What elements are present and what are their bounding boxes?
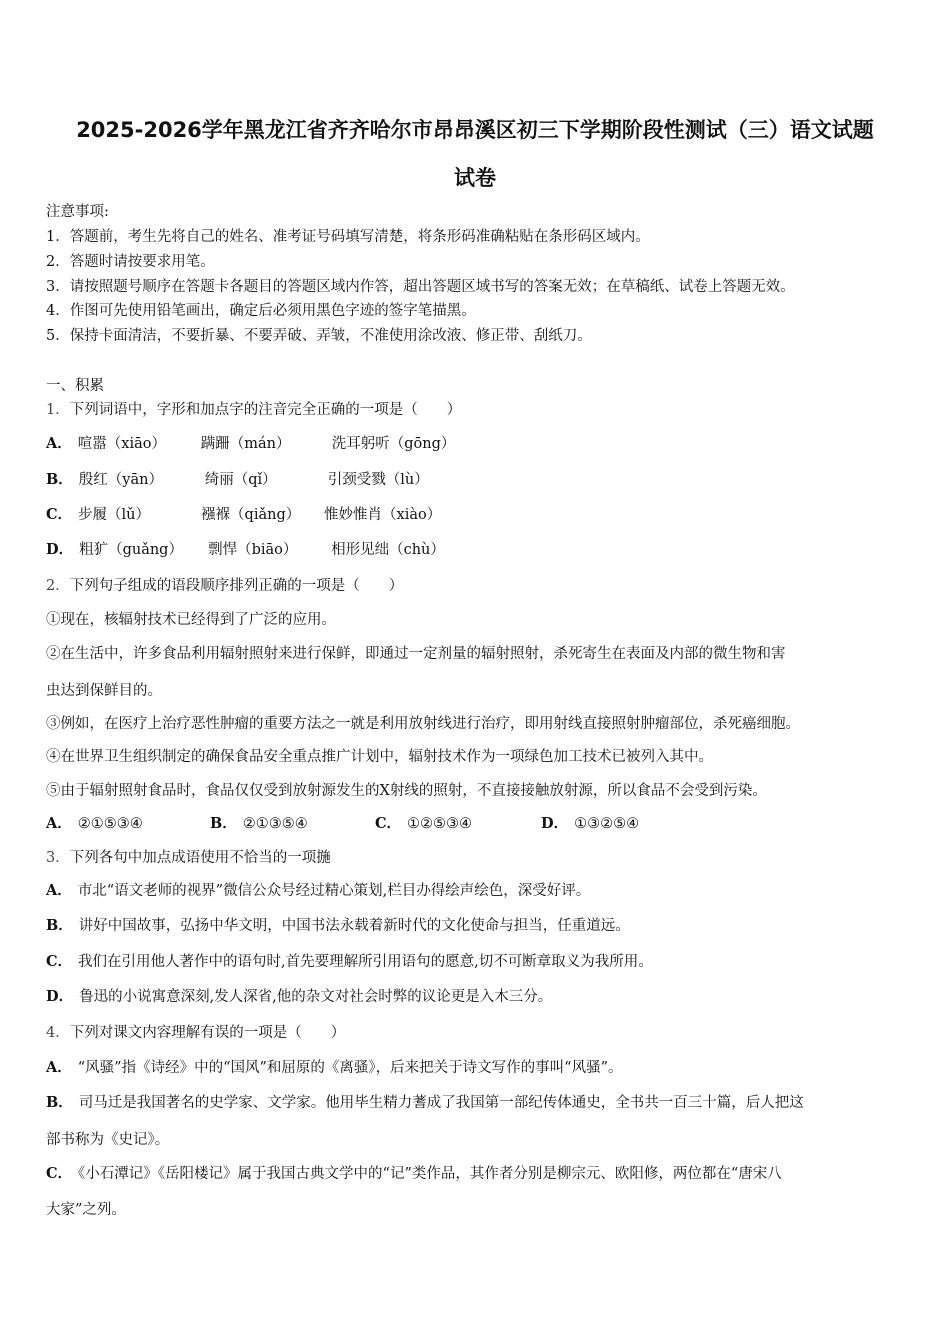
question-number: 2． <box>46 578 70 594</box>
question-1-stem <box>46 400 461 420</box>
option-word: 粗犷（guǎng） <box>79 542 183 558</box>
option-label: B． <box>46 471 73 488</box>
question-text: 下列各句中加点成语使用不恰当的一项揓 <box>69 850 331 866</box>
option-label: B． <box>46 917 73 934</box>
question-4-option-c <box>46 1164 782 1184</box>
section-heading: 一、积累 <box>46 378 104 394</box>
question-1-option-a <box>46 434 455 454</box>
sentence-1: ①现在，核辐射技术已经得到了广泛的应用。 <box>46 612 336 628</box>
question-1-option-c <box>46 505 441 525</box>
notice-item: 2．答题时请按要求用笔。 <box>46 254 215 270</box>
option-text: 司马迁是我国著名的史学家、文学家。他用毕生精力蓍成了我国第一部纪传体通史，全书共一百三十篇，后人把这 <box>78 1095 804 1111</box>
notice-item: 1．答题前，考生先将自己的姓名、准考证号码填写清楚，将条形码准确粘贴在条形码区域内。 <box>46 229 650 245</box>
question-4-option-a <box>46 1058 623 1078</box>
option-word: 襁褓（qiǎng） <box>201 507 301 523</box>
option-word: 相形见绌（chù） <box>331 542 445 558</box>
option-label: A． <box>46 435 72 452</box>
option-text: “风骚”指《诗经》中的“国风”和屈原的《离骚》，后来把关于诗文写作的事叫“风骚”。 <box>77 1060 623 1076</box>
question-number: 4． <box>46 1025 70 1041</box>
option-word: 洗耳躬听（gōng） <box>331 436 456 452</box>
option-text: ①②⑤③④ <box>407 816 473 832</box>
sentence-4: ④在世界卫生组织制定的确保食品安全重点推广计划中，辐射技术作为一项绿色加工技术已被列入其中。 <box>46 749 713 765</box>
sentence-3: ③例如，在医疗上治疗恶性肿瘤的重要方法之一就是利用放射线进行治疗，即用射线直接照射肿瘤部位，杀死癌细胞。 <box>46 716 800 732</box>
option-label: C． <box>46 1165 73 1182</box>
option-label: A． <box>46 882 72 899</box>
question-3-option-d <box>46 987 552 1007</box>
question-text: 下列句子组成的语段顺序排列正确的一项是（ ） <box>69 578 404 594</box>
option-word: 蹒跚（mán） <box>200 436 291 452</box>
question-4-option-c-continued: 大家”之列。 <box>46 1202 126 1218</box>
option-label: C． <box>375 815 402 832</box>
sentence-5: ⑤由于辐射照射食品时，食品仅仅受到放射源发生的X射线的照射，不直接接触放射源，所以食品不会受到污染。 <box>46 783 767 799</box>
page-title: 2025-2026学年黑龙江省齐齐哈尔市昂昂溪区初三下学期阶段性测试（三）语文试题 <box>76 118 874 142</box>
question-text: 下列词语中，字形和加点字的注音完全正确的一项是（ ） <box>69 402 462 418</box>
option-text: ①③②⑤④ <box>574 816 640 832</box>
option-word: 殷红（yān） <box>78 472 163 488</box>
question-number: 1． <box>46 402 70 418</box>
question-4-stem <box>46 1023 345 1043</box>
option-word: 剽悍（biāo） <box>208 542 298 558</box>
option-word: 步履（lǔ） <box>78 507 151 523</box>
question-2-stem <box>46 576 403 596</box>
option-label: D． <box>541 815 569 832</box>
option-label: C． <box>46 506 73 523</box>
question-text: 下列对课文内容理解有误的一项是（ ） <box>69 1025 346 1041</box>
question-number: 3． <box>46 850 70 866</box>
option-label: D． <box>46 541 74 558</box>
option-label: D． <box>46 988 74 1005</box>
notice-heading: 注意事项: <box>46 204 109 220</box>
option-word: 惟妙惟肖（xiào） <box>324 507 442 523</box>
sentence-2-continued: 虫达到保鲜目的。 <box>46 683 162 699</box>
option-choice <box>375 814 541 834</box>
option-label: B． <box>46 1094 73 1111</box>
option-word: 引颈受戮（lù） <box>327 472 429 488</box>
option-label: B． <box>210 815 237 832</box>
question-3-option-c <box>46 952 653 972</box>
option-label: C． <box>46 953 73 970</box>
option-text: 讲好中国故事，弘扬中华文明，中国书法永载着新时代的文化使命与担当，任重道远。 <box>78 918 630 934</box>
question-4-option-b <box>46 1093 804 1113</box>
notice-item: 4．作图可先使用铅笔画出，确定后必须用黑色字迹的签字笔描黑。 <box>46 303 476 319</box>
notice-item: 5．保持卡面清洁，不要折暴、不要弄破、弄皱，不准使用涂改液、修正带、刮纸刀。 <box>46 328 592 344</box>
option-choice <box>210 814 375 834</box>
question-1-option-d <box>46 540 445 560</box>
question-3-option-a <box>46 881 590 901</box>
option-label: A． <box>46 1059 72 1076</box>
option-text: ②①③⑤④ <box>242 816 308 832</box>
sentence-2: ②在生活中，许多食品利用辐射照射来进行保鲜，即通过一定剂量的辐射照射，杀死寄生在表面及内部的微生物和害 <box>46 646 786 662</box>
option-text: 市北“语文老师的视界”微信公众号经过精心策划,栏目办得绘声绘色，深受好评。 <box>77 883 591 899</box>
option-word: 绮丽（qǐ） <box>204 472 277 488</box>
option-label: A． <box>46 815 72 832</box>
question-2-options <box>46 814 639 834</box>
option-text: 鲁迅的小说寓意深刻,发人深省,他的杂文对社会时弊的议论更是入木三分。 <box>79 989 553 1005</box>
option-choice <box>46 814 210 834</box>
option-word: 喧嚣（xiāo） <box>77 436 166 452</box>
question-4-option-b-continued: 部书称为《史记》。 <box>46 1132 170 1148</box>
option-text: 《小石潭记》《岳阳楼记》属于我国古典文学中的“记”类作品，其作者分别是柳宗元、欧阳修，两位都在“唐宋八 <box>78 1166 782 1182</box>
notice-item: 3．请按照题号顺序在答题卡各题目的答题区域内作答，超出答题区域书写的答案无效；在草稿纸、试卷上答题无效。 <box>46 279 795 295</box>
option-text: 我们在引用他人著作中的语句时,首先要理解所引用语句的愿意,切不可断章取义为我所用。 <box>78 954 653 970</box>
question-3-stem <box>46 848 331 868</box>
option-text: ②①⑤③④ <box>77 816 143 832</box>
option-choice <box>541 814 639 834</box>
page-title-continued: 试卷 <box>454 166 496 190</box>
question-1-option-b <box>46 470 429 490</box>
question-3-option-b <box>46 916 630 936</box>
